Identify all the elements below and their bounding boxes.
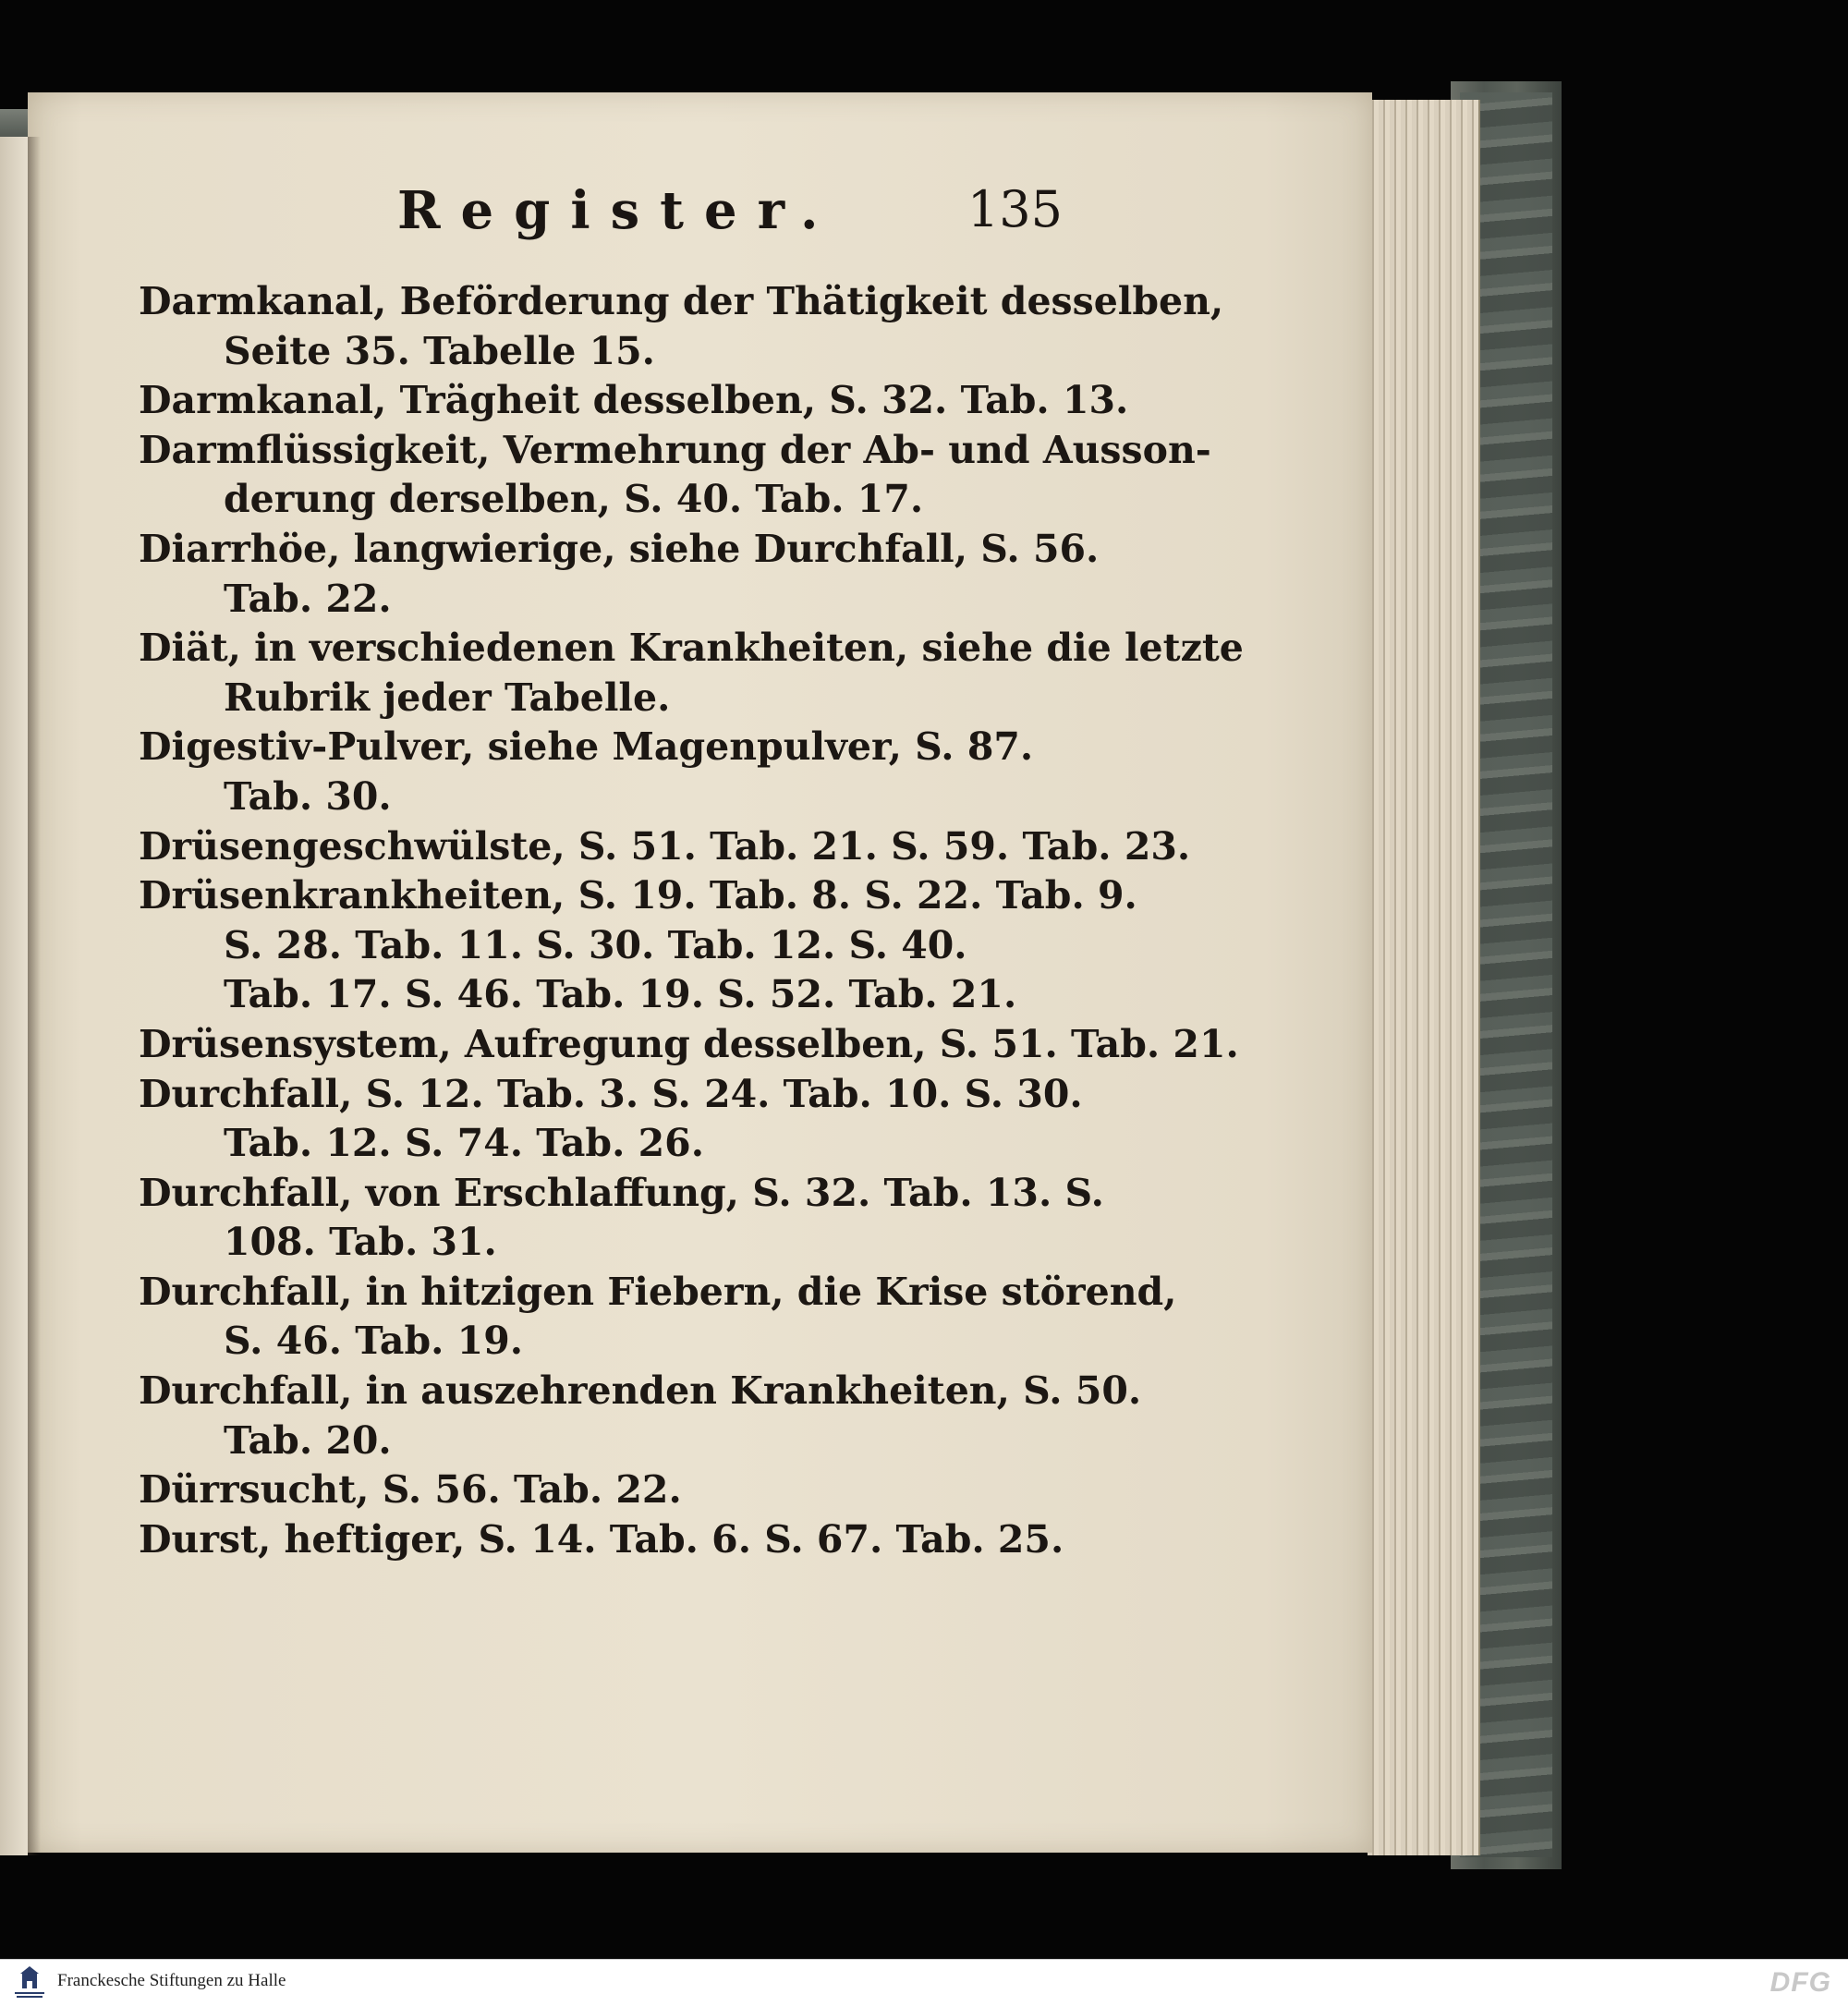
left-page-sliver [0,137,28,1855]
register-entry [139,624,1244,723]
entry-line: Diät, in verschiedenen Krankheiten, siehe die letzte [139,626,1244,671]
entry-line: Drüsengeschwülste, S. 51. Tab. 21. S. 59. Tab. 23. [139,823,1191,869]
entry-line: Darmkanal, Trägheit desselben, S. 32. Tab. 13. [139,378,1129,423]
entry-line: Tab. 30. [224,773,392,819]
register-entry [139,1169,1104,1268]
register-entry [139,871,1137,1020]
entry-line: 108. Tab. 31. [224,1220,497,1265]
register-entry [139,822,1191,872]
entry-line: Digestiv-Pulver, siehe Magenpulver, S. 87. [139,724,1034,770]
register-entry [139,1070,1081,1169]
entry-line: S. 28. Tab. 11. S. 30. Tab. 12. S. 40. [224,922,967,967]
register-entry [139,1268,1177,1367]
viewer-footer [0,1959,1848,2006]
entry-line: Durst, heftiger, S. 14. Tab. 6. S. 67. Tab. 25. [139,1516,1064,1562]
entry-line: Diarrhöe, langwierige, siehe Durchfall, S. 56. [139,526,1100,571]
entry-line: Drüsensystem, Aufregung desselben, S. 51. Tab. 21. [139,1021,1239,1066]
register-entry [139,723,1081,821]
register-entry [139,1465,1081,1515]
entry-line: Durchfall, in hitzigen Fiebern, die Krise störend, [139,1269,1177,1314]
entry-line: S. 46. Tab. 19. [224,1319,523,1364]
register-entry [139,1367,1142,1465]
gutter-shadow [28,137,41,1855]
register-entry [139,1020,1239,1070]
entry-line: Darmflüssigkeit, Vermehrung der Ab- und Ausson- [139,427,1211,472]
entry-line: Durchfall, von Erschlaffung, S. 32. Tab. 13. S. [139,1170,1104,1215]
entry-line: Tab. 12. S. 74. Tab. 26. [224,1121,704,1166]
entry-line: Rubrik jeder Tabelle. [224,675,671,720]
entry-line: Drüsenkrankheiten, S. 19. Tab. 8. S. 22. Tab. 9. [139,873,1137,918]
dfg-logo: DFG [1769,1967,1831,1998]
institution-name: Franckesche Stiftungen zu Halle [57,1971,286,1990]
page-edges [1368,100,1480,1855]
entry-line: Dürrsucht, S. 56. Tab. 22. [139,1467,682,1513]
francke-foundation-logo-icon [11,1964,48,2001]
register-entry [139,277,1224,376]
entry-line: Durchfall, S. 12. Tab. 3. S. 24. Tab. 10. S. 30. [139,1071,1083,1116]
entry-line: Darmkanal, Beförderung der Thätigkeit desselben, [139,279,1224,323]
entry-line: Tab. 22. [224,576,392,621]
register-entry [139,426,1211,525]
page-header [397,180,1063,254]
entry-line: Tab. 17. S. 46. Tab. 19. S. 52. Tab. 21. [224,972,1017,1017]
register-entry [139,376,1129,426]
register-entries [139,277,1244,1564]
entry-line: Durchfall, in auszehrenden Krankheiten, S. 50. [139,1368,1142,1414]
entry-line: derung derselben, S. 40. Tab. 17. [224,477,924,522]
register-entry [139,525,1100,624]
running-head: Register. [397,180,839,241]
entry-line: Tab. 20. [224,1417,392,1463]
register-entry [139,1515,1081,1565]
page-number: 135 [967,180,1063,238]
entry-line: Seite 35. Tabelle 15. [224,328,655,373]
